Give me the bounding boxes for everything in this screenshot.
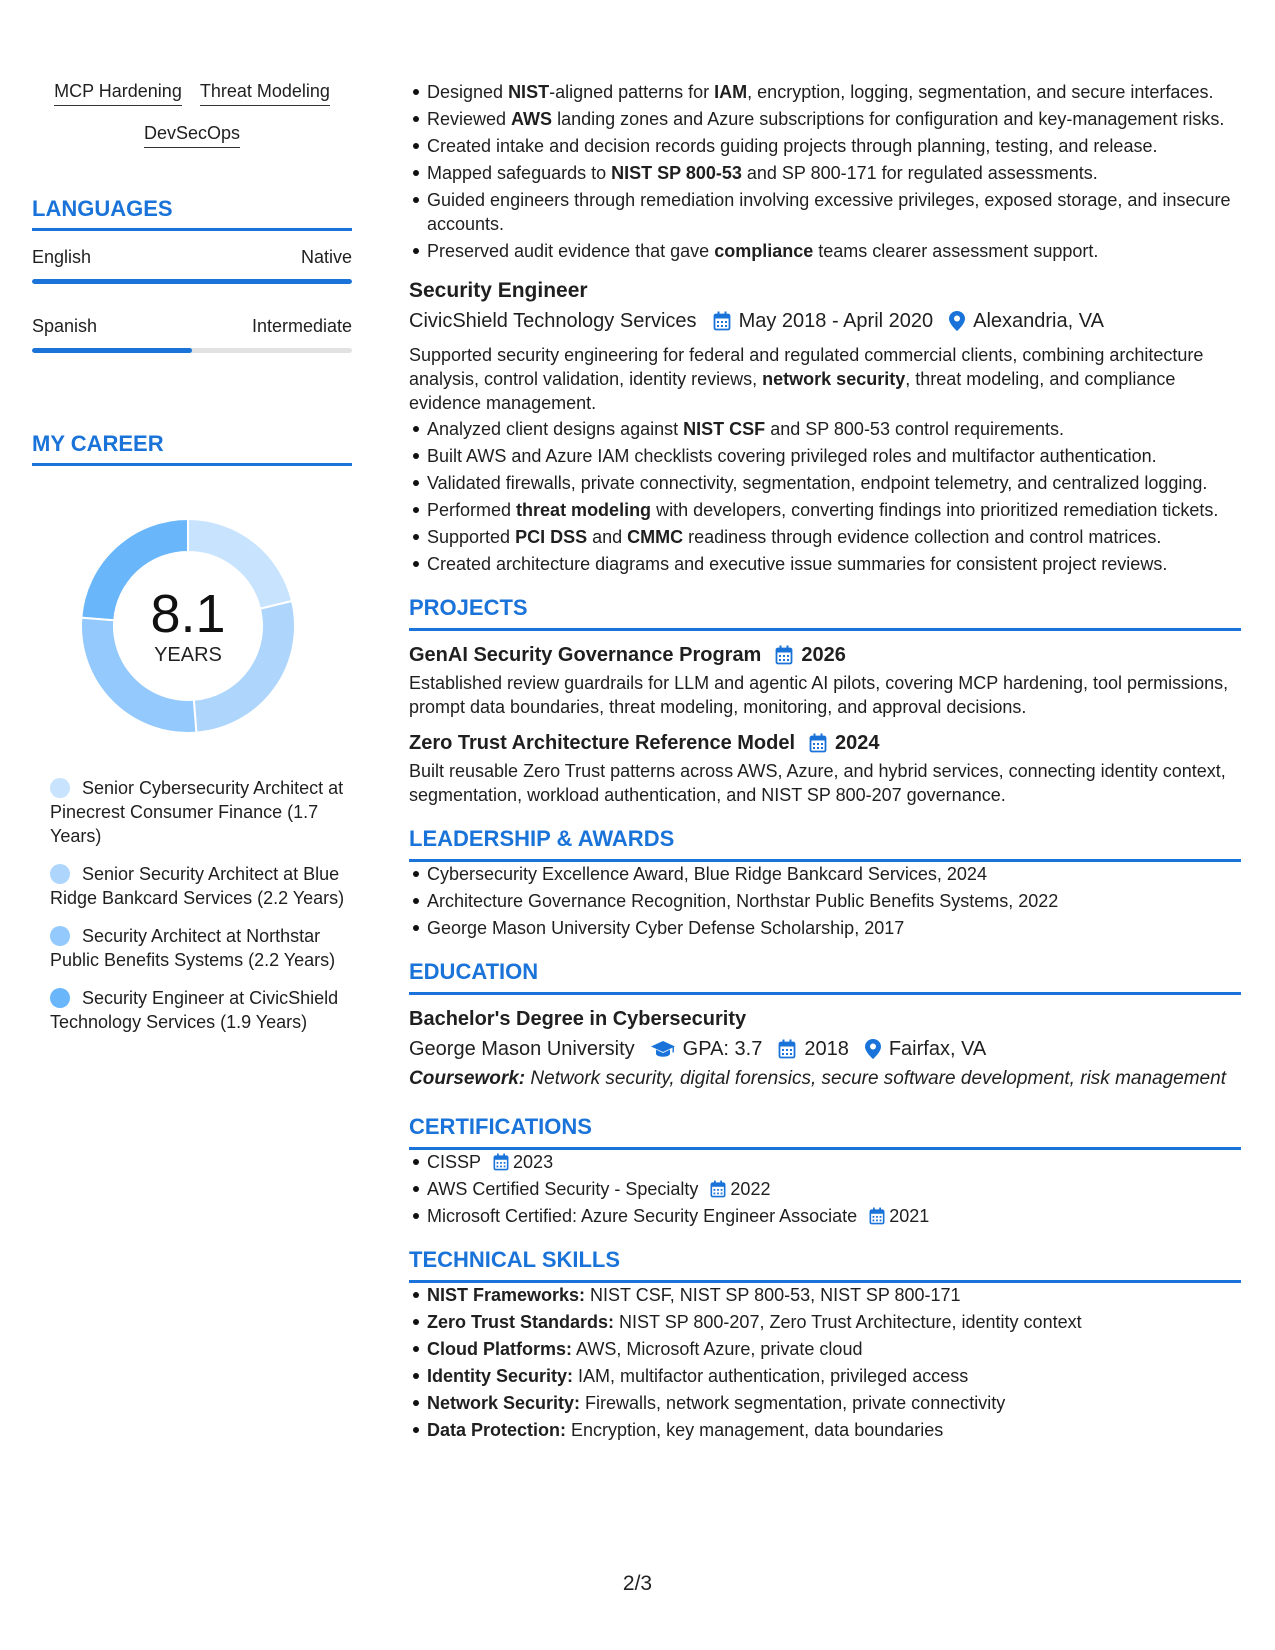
certification-name: AWS Certified Security - Specialty [427,1179,699,1199]
job-meta [409,307,1241,335]
languages-heading: LANGUAGES [32,196,352,231]
bullet-item: Preserved audit evidence that gave compliance teams clearer assessment support. [427,239,1241,263]
bullet-item: Validated firewalls, private connectivity, segmentation, endpoint telemetry, and centralized logging. [427,471,1241,495]
technical-skills-list [409,1283,1241,1442]
company-name: CivicShield Technology Services [409,310,697,332]
project-year: 2026 [801,644,846,666]
bullet-item: Performed threat modeling with developers, converting findings into prioritized remediation tickets. [427,498,1241,522]
certifications-list [409,1150,1241,1228]
skill-label: Zero Trust Standards: [427,1312,615,1332]
certification-item [427,1204,1241,1228]
left-column [32,80,352,1048]
legend-dot [50,988,70,1008]
language-name: Spanish [32,316,98,336]
project-year: 2024 [835,732,880,754]
skill-label: Cloud Platforms: [427,1339,573,1359]
previous-job-bullets [409,80,1241,263]
tag: Threat Modeling [200,80,330,106]
skill-value: NIST SP 800-207, Zero Trust Architecture, identity context [614,1312,1082,1332]
education-meta [409,1035,1241,1063]
skill-item [427,1418,1241,1442]
project-name: Zero Trust Architecture Reference Model [409,732,796,754]
project-title [409,729,1241,757]
language-bar [32,279,352,284]
certification-year: 2023 [513,1152,554,1172]
project-description: Built reusable Zero Trust patterns across AWS, Azure, and hybrid services, connecting identity context, segmentation, workload authentication, and NIST SP 800-207 governance. [409,761,1226,805]
school-location: Fairfax, VA [888,1038,987,1060]
skill-label: Data Protection: [427,1420,567,1440]
job-dates: May 2018 - April 2020 [738,310,934,332]
legend-label: Security Architect at Northstar Public Benefits Systems (2.2 Years) [50,926,336,970]
career-unit: YEARS [154,643,222,666]
certifications-heading: CERTIFICATIONS [409,1113,1241,1150]
project-description: Established review guardrails for LLM and agentic AI pilots, covering MCP hardening, tool permissions, prompt data boundaries, threat modeling, monitoring, and approval decisions. [409,673,1229,717]
calendar-icon [869,1207,885,1225]
bullet-item: Guided engineers through remediation involving excessive privileges, exposed storage, and insecure accounts. [427,188,1241,236]
career-total: 8.1 [150,583,226,644]
legend-item [50,776,352,848]
career-donut-chart [68,506,308,746]
calendar-icon [775,645,793,665]
language-level: Intermediate [251,316,352,336]
skill-value: Firewalls, network segmentation, private connectivity [580,1393,1006,1413]
skill-item [427,1391,1241,1415]
right-column [409,80,1241,1445]
legend-item [50,986,352,1034]
tag: DevSecOps [144,122,240,148]
legend-dot [50,864,70,884]
tag: MCP Hardening [54,80,182,106]
skill-item [427,1337,1241,1361]
skill-value: NIST CSF, NIST SP 800-53, NIST SP 800-171 [585,1285,961,1305]
bullet-item: Supported PCI DSS and CMMC readiness through evidence collection and control matrices. [427,525,1241,549]
bullet-item: Analyzed client designs against NIST CSF and SP 800-53 control requirements. [427,417,1241,441]
career-legend [50,776,352,1034]
awards-heading: LEADERSHIP & AWARDS [409,825,1241,862]
job-bullets [409,417,1241,576]
location-pin-icon [949,311,965,331]
certification-item [427,1150,1241,1174]
job-title: Security Engineer [409,279,588,302]
bullet-item: Built AWS and Azure IAM checklists covering privileged roles and multifactor authentication. [427,444,1241,468]
skill-item [427,1283,1241,1307]
job-summary: Supported security engineering for federal and regulated commercial clients, combining architecture analysis, control validation, identity reviews, network security, threat modeling, and compliance evidence management. [409,345,1204,413]
graduation-year: 2018 [804,1038,849,1060]
skill-label: NIST Frameworks: [427,1285,586,1305]
location-pin-icon [865,1039,881,1059]
bullet-item: Reviewed AWS landing zones and Azure subscriptions for configuration and key-management risks. [427,107,1241,131]
career-heading: MY CAREER [32,431,352,466]
legend-label: Senior Cybersecurity Architect at Pinecrest Consumer Finance (1.7 Years) [50,778,344,846]
legend-item [50,862,352,910]
project-name: GenAI Security Governance Program [409,644,762,666]
legend-item [50,924,352,972]
award-item: Cybersecurity Excellence Award, Blue Ridge Bankcard Services, 2024 [427,862,1241,886]
skill-label: Network Security: [427,1393,581,1413]
legend-label: Security Engineer at CivicShield Technology Services (1.9 Years) [50,988,339,1032]
certification-item [427,1177,1241,1201]
calendar-icon [493,1153,509,1171]
certification-name: Microsoft Certified: Azure Security Engineer Associate [427,1206,858,1226]
certification-year: 2021 [889,1206,930,1226]
legend-dot [50,926,70,946]
skill-value: AWS, Microsoft Azure, private cloud [572,1339,863,1359]
language-bar-fill [32,348,192,353]
gpa: GPA: 3.7 [682,1038,763,1060]
skill-item [427,1364,1241,1388]
graduation-cap-icon [651,1040,675,1058]
degree-title: Bachelor's Degree in Cybersecurity [409,1008,747,1030]
page-number: 2/3 [622,1572,653,1595]
project-title [409,641,1241,669]
coursework-label: Coursework: [409,1068,526,1089]
coursework-text: Network security, digital forensics, secure software development, risk management [525,1068,1226,1089]
job-location: Alexandria, VA [973,310,1104,332]
skill-value: IAM, multifactor authentication, privileged access [573,1366,969,1386]
skill-tags [32,80,352,148]
bullet-item: Created architecture diagrams and executive issue summaries for consistent project reviews. [427,552,1241,576]
bullet-item: Designed NIST-aligned patterns for IAM, encryption, logging, segmentation, and secure interfaces. [427,80,1241,104]
award-item: Architecture Governance Recognition, Northstar Public Benefits Systems, 2022 [427,889,1241,913]
skill-value: Encryption, key management, data boundaries [566,1420,944,1440]
technical-skills-heading: TECHNICAL SKILLS [409,1246,1241,1283]
calendar-icon [809,733,827,753]
calendar-icon [778,1039,796,1059]
award-item: George Mason University Cyber Defense Scholarship, 2017 [427,916,1241,940]
calendar-icon [713,311,731,331]
language-bar [32,348,352,353]
certification-name: CISSP [427,1152,482,1172]
legend-label: Senior Security Architect at Blue Ridge Bankcard Services (2.2 Years) [50,864,345,908]
bullet-item: Mapped safeguards to NIST SP 800-53 and SP 800-171 for regulated assessments. [427,161,1241,185]
language-item [32,245,352,284]
skill-label: Identity Security: [427,1366,574,1386]
language-name: English [32,247,92,267]
language-bar-fill [32,279,352,284]
language-item [32,314,352,353]
language-level: Native [300,247,352,267]
school-name: George Mason University [409,1038,635,1060]
awards-list [409,862,1241,940]
projects-heading: PROJECTS [409,594,1241,631]
certification-year: 2022 [730,1179,771,1199]
coursework [409,1067,1241,1091]
skill-item [427,1310,1241,1334]
bullet-item: Created intake and decision records guiding projects through planning, testing, and release. [427,134,1241,158]
calendar-icon [710,1180,726,1198]
education-heading: EDUCATION [409,958,1241,995]
legend-dot [50,778,70,798]
